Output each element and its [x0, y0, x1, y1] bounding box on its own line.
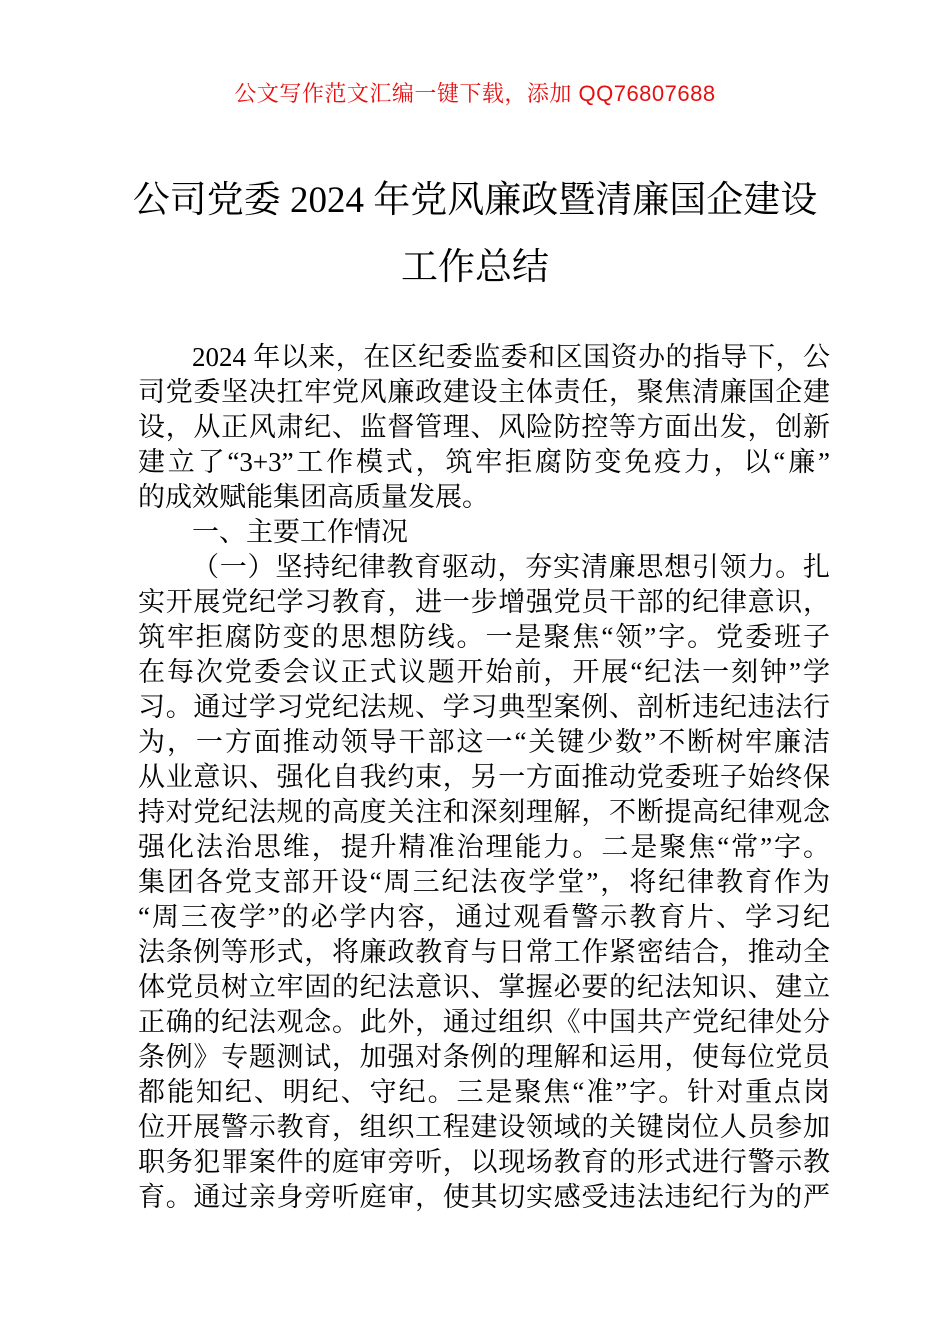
text-line: 持对党纪法规的高度关注和深刻理解，不断提高纪律观念	[138, 797, 830, 827]
text-line: （一）坚持纪律教育驱动，夯实清廉思想引领力。扎	[192, 552, 830, 582]
text-line: 的成效赋能集团高质量发展。	[138, 482, 489, 512]
text-line: 育。通过亲身旁听庭审，使其切实感受违法违纪行为的严	[138, 1182, 830, 1212]
text-line: 职务犯罪案件的庭审旁听，以现场教育的形式进行警示教	[138, 1147, 830, 1177]
text-line: 实开展党纪学习教育，进一步增强党员干部的纪律意识，	[138, 587, 830, 617]
text-line: 筑牢拒腐防变的思想防线。一是聚焦“领”字。党委班子	[138, 622, 830, 652]
text-line: 一、主要工作情况	[192, 517, 408, 547]
text-line: 建立了“3+3”工作模式，筑牢拒腐防变免疫力，以“廉”	[138, 447, 830, 477]
text-line: 司党委坚决扛牢党风廉政建设主体责任，聚焦清廉国企建	[138, 377, 830, 407]
text-line: 在每次党委会议正式议题开始前，开展“纪法一刻钟”学	[138, 657, 830, 687]
text-line: 位开展警示教育，组织工程建设领域的关键岗位人员参加	[138, 1112, 830, 1142]
text-line: 都能知纪、明纪、守纪。三是聚焦“准”字。针对重点岗	[138, 1077, 830, 1107]
title-line-1: 公司党委 2024 年党风廉政暨清廉国企建设	[132, 180, 818, 221]
text-line: 从业意识、强化自我约束，另一方面推动党委班子始终保	[138, 762, 830, 792]
text-line: 强化法治思维，提升精准治理能力。二是聚焦“常”字。	[138, 832, 830, 862]
text-line: 习。通过学习党纪法规、学习典型案例、剖析违纪违法行	[138, 692, 830, 722]
promo-banner: 公文写作范文汇编一键下载，添加 QQ76807688	[234, 81, 716, 106]
text-line: 法条例等形式，将廉政教育与日常工作紧密结合，推动全	[138, 937, 830, 967]
text-line: 条例》专题测试，加强对条例的理解和运用，使每位党员	[138, 1042, 830, 1072]
document-body	[138, 340, 830, 1215]
text-line: 正确的纪法观念。此外，通过组织《中国共产党纪律处分	[138, 1007, 830, 1037]
text-line: 体党员树立牢固的纪法意识、掌握必要的纪法知识、建立	[138, 972, 830, 1002]
text-line: 集团各党支部开设“周三纪法夜学堂”，将纪律教育作为	[138, 867, 830, 897]
title-line-2: 工作总结	[401, 247, 549, 288]
text-line: 2024 年以来，在区纪委监委和区国资办的指导下，公	[192, 342, 830, 372]
text-line: 设，从正风肃纪、监督管理、风险防控等方面出发，创新	[138, 412, 830, 442]
document-title	[129, 167, 821, 301]
text-line: “周三夜学”的必学内容，通过观看警示教育片、学习纪	[138, 902, 830, 932]
text-line: 为，一方面推动领导干部这一“关键少数”不断树牢廉洁	[138, 727, 830, 757]
